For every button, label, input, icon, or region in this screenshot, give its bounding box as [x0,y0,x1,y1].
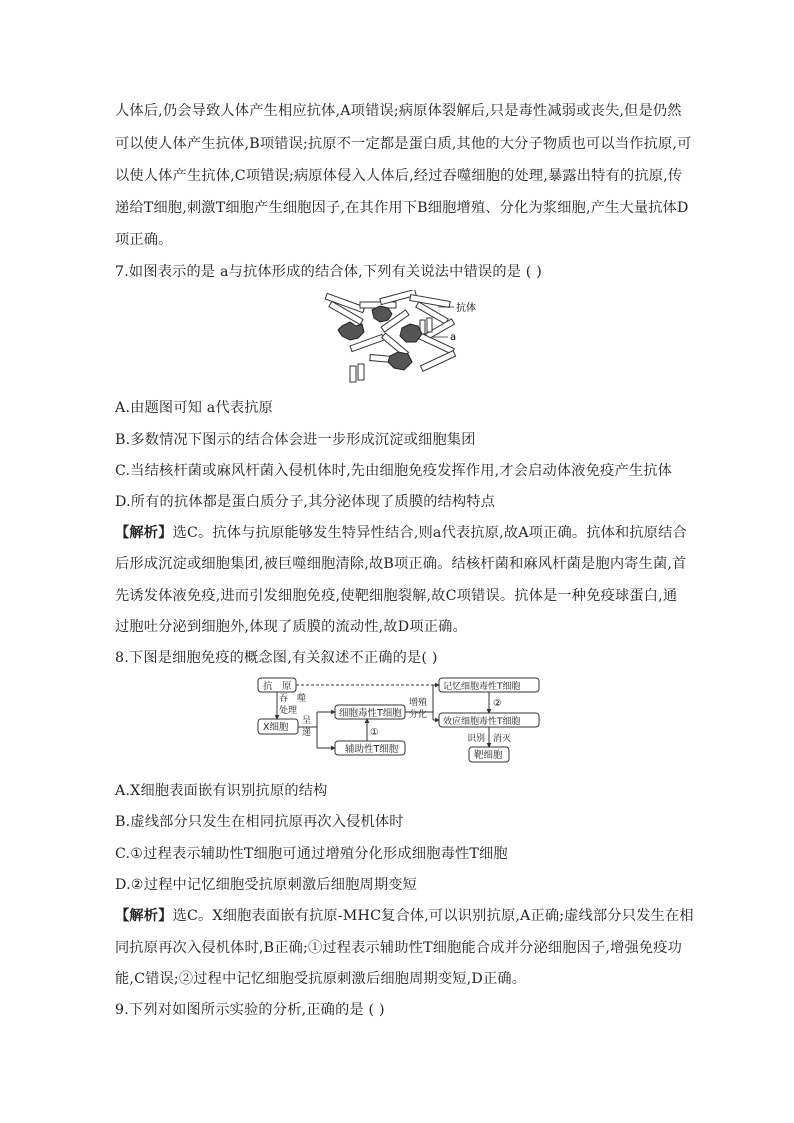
antibody-arm [410,295,450,308]
q6-explanation-line-3: 以使人体产生抗体,C项错误;病原体侵入人体后,经过吞噬细胞的处理,暴露出特有的抗原,传 [115,168,683,184]
q7-option-b: B.多数情况下图示的结合体会进一步形成沉淀或细胞集团 [115,432,476,448]
q7-explanation-text-1: 选C。抗体与抗原能够发生特异性结合,则a代表抗原,故A项正确。抗体和抗原结合 [172,525,687,541]
eliminate-label: 消灭 [493,734,512,744]
q6-explanation-line-5: 项正确。 [115,232,173,248]
q8-stem: 8.下图是细胞免疫的概念图,有关叙述不正确的是( ) [115,650,438,666]
q7-explanation-line-1 [115,522,687,542]
process-1-label: ① [370,727,379,738]
q7-explanation-line-2: 后形成沉淀或细胞集团,被巨噬细胞清除,故B项正确。结核杆菌和麻风杆菌是胞内寄生菌,首 [115,556,687,572]
q6-explanation-line-1: 人体后,仍会导致人体产生相应抗体,A项错误;病原体裂解后,只是毒性减弱或丧失,但是仍然 [115,103,682,119]
cell-immunity-concept-diagram [255,675,545,767]
memory-t-label: 记忆细胞毒性T细胞 [443,682,521,692]
q8-option-a: A.X细胞表面嵌有识别抗原的结构 [115,783,328,799]
q8-option-b: B.虚线部分只发生在相同抗原再次入侵机体时 [115,814,404,830]
present-label-2: 递 [302,728,312,738]
q8-explanation-line-3: 能,C错误;②过程中记忆细胞受抗原刺激后细胞周期变短,D正确。 [115,971,527,987]
q7-option-c: C.当结核杆菌或麻风杆菌入侵机体时,先由细胞免疫发挥作用,才会启动体液免疫产生抗体 [115,463,673,479]
present-label-1: 呈 [302,716,312,726]
antibody-label: 抗体 [456,303,476,314]
recognize-label: 识别 [467,734,486,744]
effector-t-label: 效应细胞毒性T细胞 [443,717,521,727]
q8-option-d: D.②过程中记忆细胞受抗原刺激后细胞周期变短 [115,877,418,893]
phagocytosis-label-2: 处理 [279,706,298,716]
proliferation-label-1: 增殖 [409,698,428,708]
phagocytosis-label-1: 吞 噬 [279,694,307,704]
process-2-label: ② [493,698,502,709]
q8-explanation-text-1: 选C。X细胞表面嵌有抗原-MHC复合体,可以识别抗原,A正确;虚线部分只发生在相 [172,908,694,924]
q6-explanation-line-2: 可以使人体产生抗体,B项错误;抗原不一定都是蛋白质,其他的大分子物质也可以当作抗原,可 [115,136,692,152]
q7-option-a: A.由题图可知 a代表抗原 [115,400,274,416]
q7-explanation-line-4: 过胞吐分泌到细胞外,体现了质膜的流动性,故D项正确。 [115,619,467,635]
cytotoxic-t-label: 细胞毒性T细胞 [339,708,402,719]
q7-explanation-line-3: 先诱发体液免疫,进而引发细胞免疫,使靶细胞裂解,故C项错误。抗体是一种免疫球蛋白,通 [115,588,678,604]
antigen-blob [388,352,412,370]
x-cell-label: X细胞 [263,722,289,733]
q7-explanation-tag: 【解析】 [115,525,173,541]
antigen-box-label: 抗 原 [263,681,292,692]
antigen-antibody-complex-figure [320,290,480,385]
antigen-blob [400,324,422,342]
antibody-stem [350,366,356,382]
helper-t-label: 辅助性T细胞 [345,744,399,755]
q7-stem: 7.如图表示的是 a与抗体形成的结合体,下列有关说法中错误的是 ( ) [115,264,542,280]
q6-explanation-line-4: 递给T细胞,刺激T细胞产生细胞因子,在其作用下B细胞增殖、分化为浆细胞,产生大量抗体D [115,200,689,216]
q8-option-c: C.①过程表示辅助性T细胞可通过增殖分化形成细胞毒性T细胞 [115,846,508,862]
antigen-a-label: a [450,332,457,343]
q7-option-d: D.所有的抗体都是蛋白质分子,其分泌体现了质膜的结构特点 [115,494,496,510]
q8-explanation-line-1 [115,905,694,925]
proliferation-label-2: 分化 [409,710,428,720]
target-cell-label: 靶细胞 [474,750,503,761]
q8-explanation-line-2: 同抗原再次入侵机体时,B正确;①过程表示辅助性T细胞能合成并分泌细胞因子,增强免疫功 [115,940,683,956]
antibody-stem [358,364,364,380]
q9-stem: 9.下列对如图所示实验的分析,正确的是 ( ) [115,1002,385,1018]
antigen-blob [338,322,364,340]
antibody-arm [420,351,455,372]
q8-explanation-tag: 【解析】 [115,908,173,924]
antibody-stem [427,318,432,332]
